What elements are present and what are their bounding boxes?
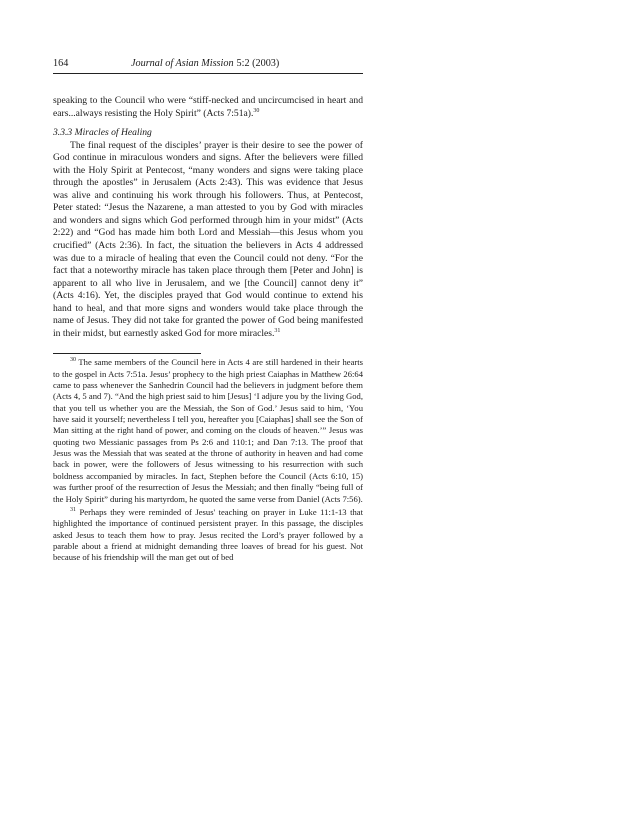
- page-number: 164: [53, 58, 69, 69]
- footnote-30: [53, 357, 363, 504]
- paragraph-text: The final request of the disciples’ prayer is their desire to see the power of God continue in miraculous wonders and signs. After the believers were filled with the Holy Spirit at Pentecost, “many wonders and signs were taking place through the apostles” in Jerusalem (Acts 2:43). This was evidence that Jesus was alive and continuing his work through his followers. Thus, at Pentecost, Peter stated: “Jesus the Nazarene, a man attested to you by God with miracles and wonders and signs which God performed through him in your midst” (Acts 2:22) and “God has made him both Lord and Messiah—this Jesus whom you crucified” (Acts 2:36). In fact, the situation the believers in Acts 4 addressed was due to a miracle of healing that even the Council could not deny. “For the fact that a noteworthy miracle has taken place through them [Peter and John] is apparent to all who live in Jerusalem, and we [the Council] cannot deny it” (Acts 4:16). Yet, the disciples prayed that God would continue to extend his hand to heal, and that more signs and wonders would take place through the name of Jesus. They did not take for granted the power of God being manifested in their midst, but earnestly asked God for more miracles.: [53, 139, 363, 339]
- journal-volume: 5:2 (2003): [236, 58, 280, 69]
- footnote-text: The same members of the Council here in Acts 4 are still hardened in their hearts to the gospel in Acts 7:51a. Jesus’ prophecy to the high priest Caiaphas in Matthew 26:64 came to pass whenever the Sanhedrin Council had the believers in judgment before them (Acts 4, 5 and 7). “And the high priest said to him [Jesus] ‘I adjure you by the living God, that you tell us whether you are the Messiah, the Son of God.’ Jesus said to him, ‘You have said it yourself; nevertheless I tell you, hereafter you [Caiaphas] shall see the Son of Man sitting at the right hand of power, and coming on the clouds of heaven.’” Jesus was quoting two Messianic passages from Ps 2:6 and 110:1; and Dan 7:13. The proof that Jesus was the Messiah that was seated at the throne of authority in heaven and had come back in power, were the followers of Jesus witnessing to his resurrection with such boldness accompanied by miracles. In fact, Stephen before the Council (Acts 6:10, 15) was further proof of the resurrection of Jesus the Messiah; and then finally “being full of the Holy Spirit” during his martyrdom, he quoted the same verse from Daniel (Acts 7:56).: [53, 357, 363, 504]
- footnote-ref[interactable]: 30: [253, 107, 260, 114]
- footnote-number: 30: [70, 357, 76, 364]
- footnote-31: [53, 507, 363, 564]
- journal-title: Journal of Asian Mission: [131, 58, 234, 69]
- paragraph-text: speaking to the Council who were “stiff-necked and uncircumcised in heart and ears...always resisting the Holy Spirit” (Acts 7:51a).: [53, 95, 363, 119]
- footnote-ref[interactable]: 31: [274, 327, 281, 334]
- running-head: [53, 58, 363, 74]
- footnote-number: 31: [70, 506, 76, 513]
- section-heading: 3.3.3 Miracles of Healing: [53, 127, 152, 139]
- footnote-divider: [53, 353, 201, 354]
- page: [53, 58, 363, 564]
- paragraph-miracles: [53, 140, 363, 341]
- footnote-text: Perhaps they were reminded of Jesus' teaching on prayer in Luke 11:1-13 that highlighted the importance of continued persistent prayer. In this passage, the disciples asked Jesus to teach them how to pray. Jesus recited the Lord’s prayer followed by a parable about a friend at midnight demanding three loaves of bread for his guest. Not because of his friendship will the man get out of bed: [53, 506, 363, 563]
- paragraph-continuation: [53, 95, 363, 120]
